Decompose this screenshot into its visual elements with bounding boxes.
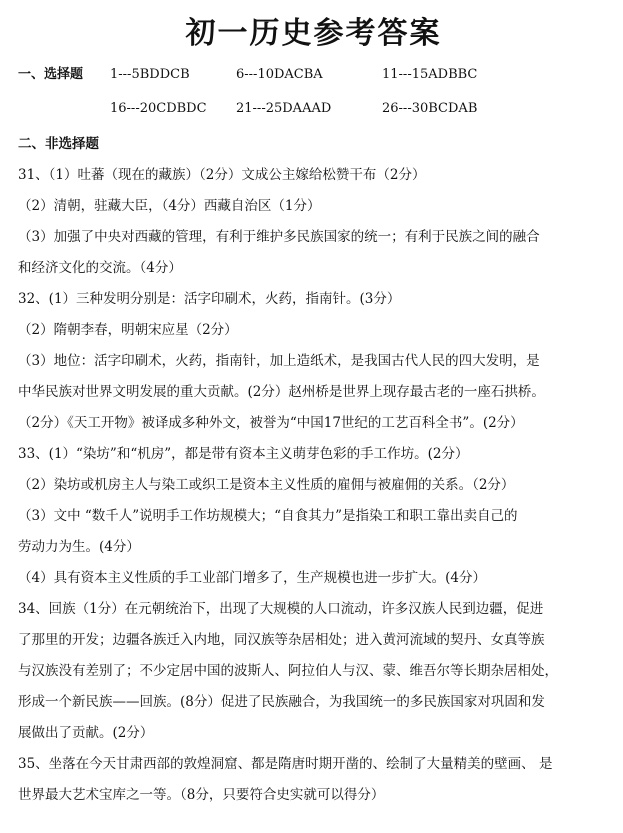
mc-answer: 21---25DAAAD xyxy=(236,101,332,116)
text-line: （2分）《天工开物》被译成多种外文，被誉为“中国17世纪的工艺百科全书”。(2分） xyxy=(18,415,524,431)
text-line: 形成一个新民族——回族。(8分）促进了民族融合，为我国统一的多民族国家对巩固和发 xyxy=(18,694,545,710)
text-line: （2）染坊或机房主人与染工或织工是资本主义性质的雇佣与被雇佣的关系。（2分） xyxy=(18,477,515,493)
mc-indent xyxy=(18,100,110,118)
text-line: 了那里的开发；边疆各族迁入内地，同汉族等杂居相处；进入黄河流域的契丹、女真等族 xyxy=(18,632,545,648)
text-line: 33、(1）“染坊”和“机房”，都是带有资本主义萌芽色彩的手工作坊。(2分） xyxy=(18,446,469,462)
text-line: 与汉族没有差别了；不少定居中国的波斯人、阿拉伯人与汉、蒙、维吾尔等长期杂居相处， xyxy=(18,663,558,679)
mc-answer: 1---5BDDCB xyxy=(110,67,190,82)
text-line: 世界最大艺术宝库之一等。（8分，只要符合史实就可以得分） xyxy=(18,787,385,803)
mc-answer: 26---30BCDAB xyxy=(382,101,478,116)
section2-heading: 二、非选择题 xyxy=(18,136,99,152)
text-line: （3）加强了中央对西藏的管理，有利于维护多民族国家的统一；有利于民族之间的融合 xyxy=(18,229,540,245)
text-line: 32、(1）三种发明分别是：活字印刷术，火药，指南针。(3分） xyxy=(18,291,401,307)
text-line: 和经济文化的交流。（4分） xyxy=(18,260,182,276)
text-line: 展做出了贡献。(2分） xyxy=(18,725,154,741)
text-line: （3）地位：活字印刷术，火药，指南针，加上造纸术，是我国古代人民的四大发明，是 xyxy=(18,353,540,369)
mc-answer: 6---10DACBA xyxy=(236,67,323,82)
mc-answer: 11---15ADBBC xyxy=(382,67,478,82)
section1-heading: 一、选择题 xyxy=(18,67,84,82)
mc-answer: 16---20CDBDC xyxy=(110,101,207,116)
text-line: 34、回族（1分）在元朝统治下，出现了大规模的人口流动，许多汉族人民到边疆，促进 xyxy=(18,601,544,617)
mc-row-1 xyxy=(18,66,609,84)
text-line: （2）隋朝李春，明朝宋应星（2分） xyxy=(18,322,238,338)
text-line: （3）文中 “数千人”说明手工作坊规模大；“自食其力”是指染工和职工靠出卖自己的 xyxy=(18,508,518,524)
page-title: 初一历史参考答案 xyxy=(185,16,442,51)
text-line: 31、（1）吐蕃（现在的藏族）（2分）文成公主嫁给松赞干布（2分） xyxy=(18,167,426,183)
text-line: （4）具有资本主义性质的手工业部门增多了，生产规模也进一步扩大。(4分） xyxy=(18,570,486,586)
text-line: 中华民族对世界文明发展的重大贡献。(2分）赵州桥是世界上现存最古老的一座石拱桥。 xyxy=(18,384,545,400)
text-line: （2）清朝，驻藏大臣，（4分）西藏自治区（1分） xyxy=(18,198,321,214)
text-line: 劳动力为生。(4分） xyxy=(18,539,140,555)
text-line: 35、坐落在今天甘肃西部的敦煌洞窟、都是隋唐时期开凿的、绘制了大量精美的壁画、 是 xyxy=(18,756,553,772)
mc-row-2 xyxy=(18,100,609,118)
